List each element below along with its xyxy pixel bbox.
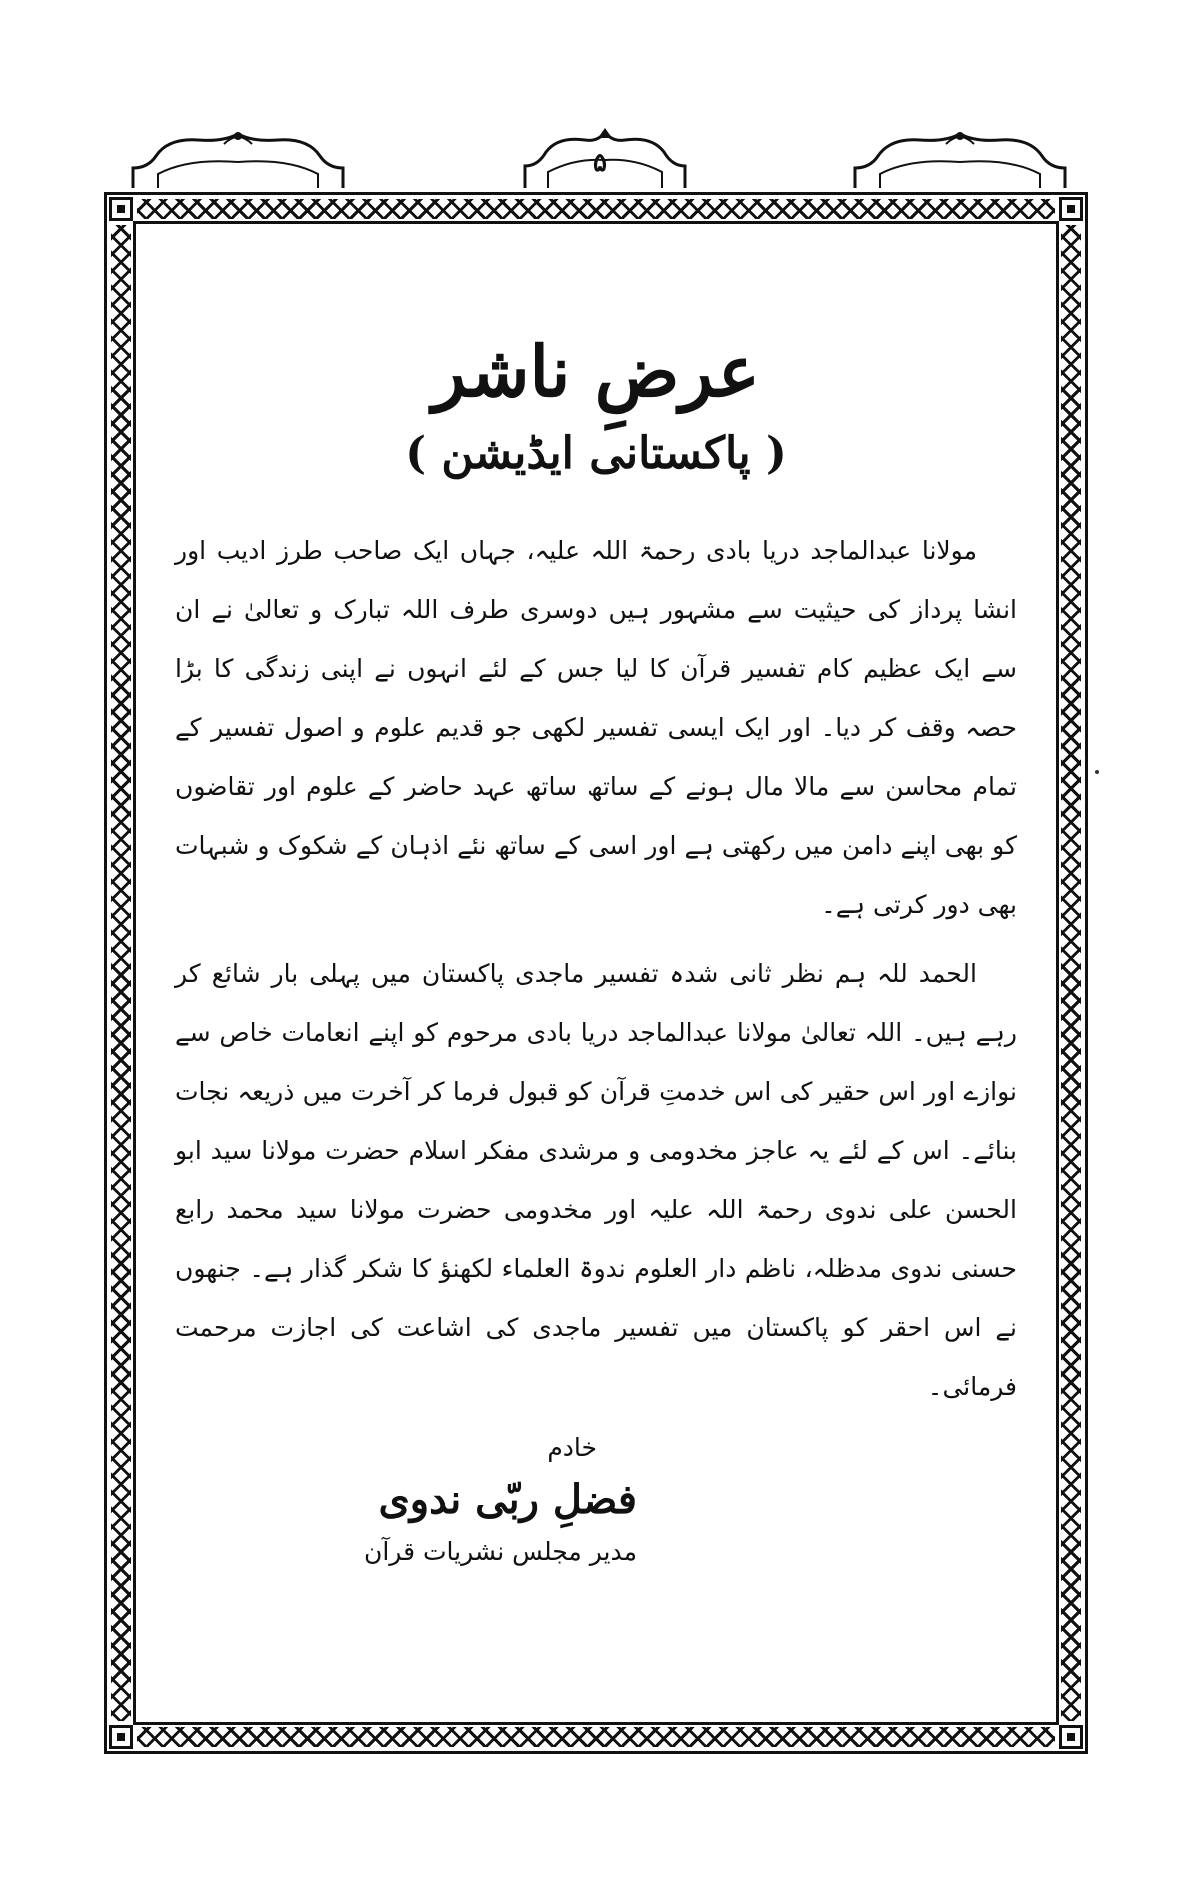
corner-ornament-icon <box>1059 1725 1083 1749</box>
signature-block <box>175 1426 637 1574</box>
chain-border-bottom <box>137 1727 1055 1747</box>
document-body <box>175 300 1017 1574</box>
signature-name: فضلِ ربّی ندوی <box>378 1475 637 1523</box>
stray-ink-mark <box>1095 770 1099 774</box>
paragraph-1: مولانا عبدالماجد دریا بادی رحمۃ اللہ علیہ، جہاں ایک صاحب طرز ادیب اور انشا پرداز کی حیثیت سے مشہور ہیں دوسری طرف اللہ تبارک و تعالیٰ نے ان سے ایک عظیم کام تفسیر قرآن کا لیا جس کے لئے انہوں نے اپنی زندگی کا بڑا حصہ وقف کر دیا۔ اور ایک ایسی تفسیر لکھی جو قدیم علوم و اصول تفسیر کے تمام محاسن سے مالا مال ہونے کے ساتھ ساتھ عہد حاضر کے علوم اور تقاضوں کو بھی اپنے دامن میں رکھتی ہے اور اسی کے ساتھ نئے اذہان کے شکوک و شبہات بھی دور کرتی ہے۔ <box>175 535 1017 919</box>
corner-ornament-icon <box>109 1725 133 1749</box>
corner-ornament-icon <box>1059 197 1083 221</box>
page-title: عرضِ ناشر <box>432 330 760 413</box>
chain-border-right <box>1061 225 1081 1721</box>
signature-role: مدیر مجلس نشریات قرآن <box>364 1536 637 1566</box>
ornament-icon <box>128 128 348 190</box>
page-number: ۵ <box>593 148 607 178</box>
paragraph-2: الحمد للہ ہم نظر ثانی شدہ تفسیر ماجدی پاکستان میں پہلی بار شائع کر رہے ہیں۔ اللہ تعالیٰ مولانا عبدالماجد دریا بادی مرحوم کو اپنے انعامات خاص سے نوازے اور اس حقیر کی اس خدمتِ قرآن کو قبول فرما کر آخرت میں ذریعہ نجات بنائے۔ اس کے لئے یہ عاجز مخدومی و مرشدی مفکر اسلام حضرت مولانا سید ابو الحسن علی ندوی رحمۃ اللہ علیہ اور مخدومی حضرت مولانا سید محمد رابع حسنی ندوی مدظلہ، ناظم دار العلوم ندوۃ العلماء لکھنؤ کا شکر گذار ہے۔ جنھوں نے اس احقر کو پاکستان میں تفسیر ماجدی کی اشاعت کی اجازت مرحمت فرمائی۔ <box>175 958 1017 1401</box>
signature-servant: خادم <box>547 1432 597 1462</box>
corner-ornament-icon <box>109 197 133 221</box>
chain-border-top <box>137 199 1055 219</box>
page-subtitle: ( پاکستانی ایڈیشن ) <box>405 428 787 479</box>
top-right-ornament <box>850 128 1070 190</box>
chain-border-left <box>111 225 131 1721</box>
ornament-icon <box>850 128 1070 190</box>
top-left-ornament <box>128 128 348 190</box>
